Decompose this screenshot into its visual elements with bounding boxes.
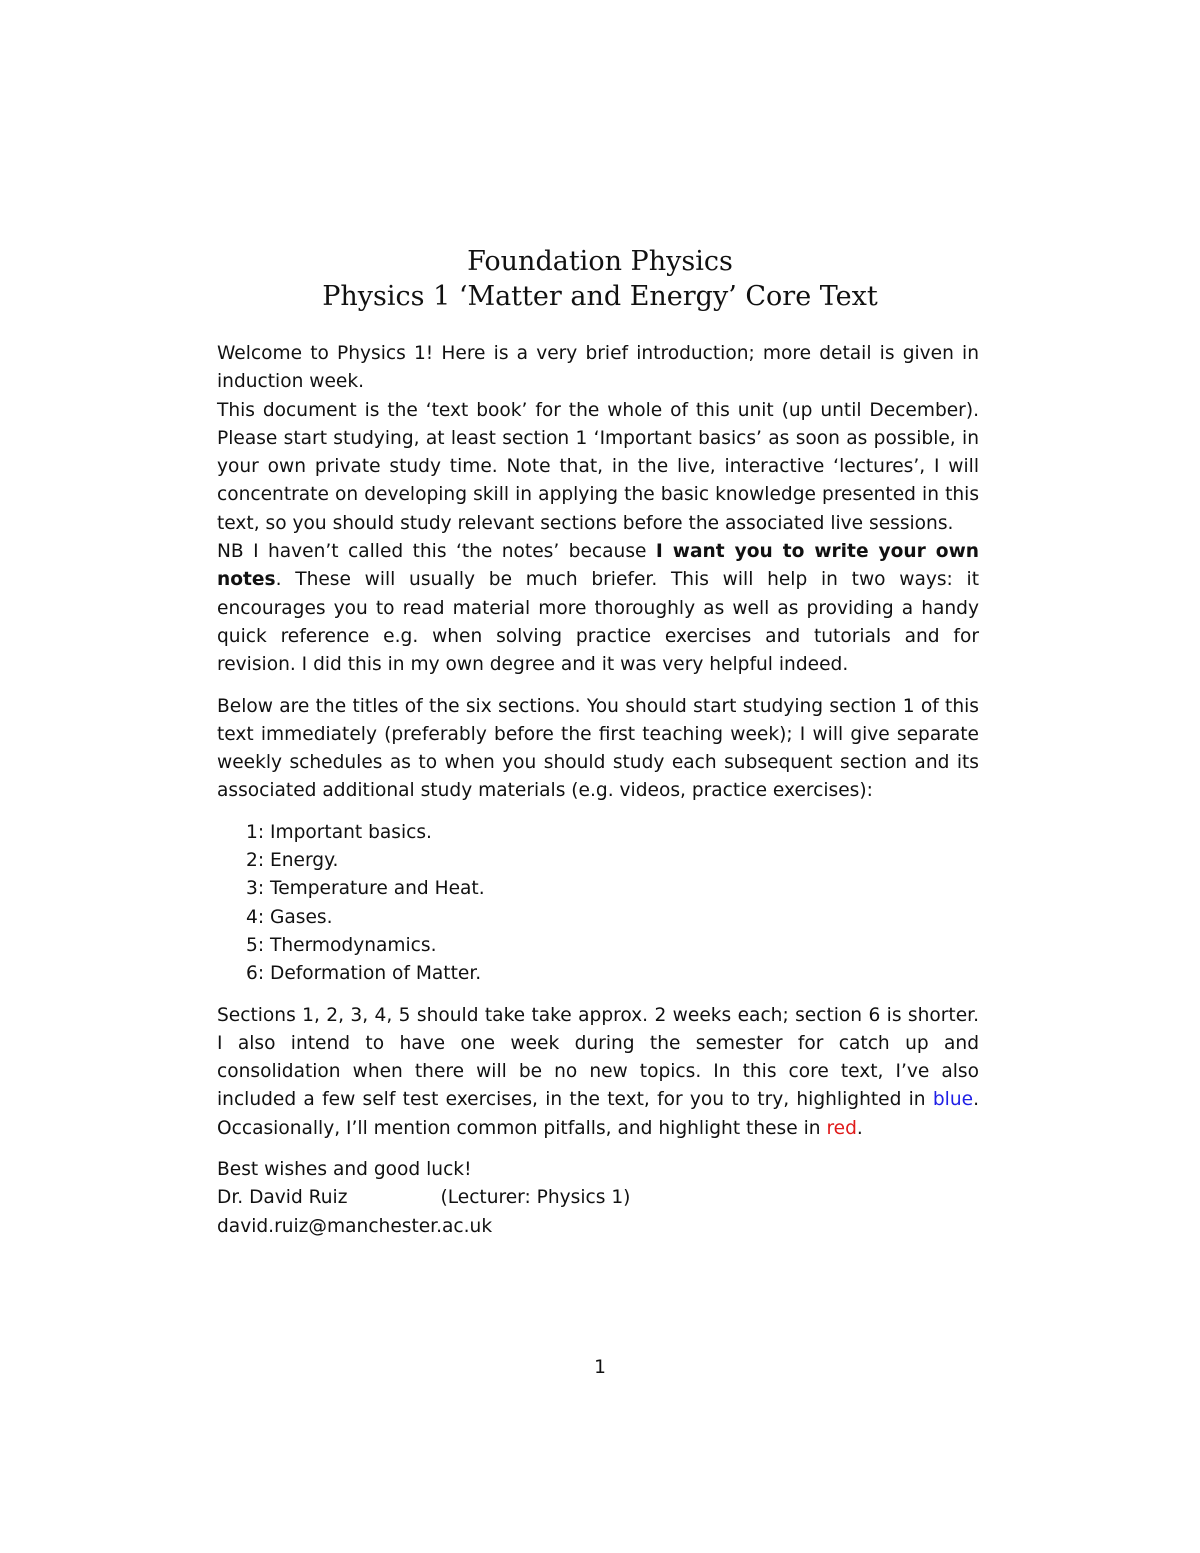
- closing-start: Sections 1, 2, 3, 4, 5 should take take approx. 2 weeks each; section 6 is shorter. I also intend to have one week during the semester for catch up and consolidation when there will be no new topics. In this core text, I’ve also included a few self test exercises, in the text, for you to try, highlighted in: [217, 1004, 979, 1111]
- signature-line: [217, 1184, 979, 1212]
- intro-p3-emphasis: I want you to write your own notes: [217, 541, 980, 591]
- section-item: 5: Thermodynamics.: [246, 934, 437, 956]
- document-subtitle: Physics 1 ‘Matter and Energy’ Core Text: [322, 281, 878, 312]
- section-item: 2: Energy.: [246, 850, 339, 872]
- red-highlight-word: red: [826, 1117, 857, 1139]
- best-wishes: Best wishes and good luck!: [217, 1159, 472, 1181]
- section-item: 3: Temperature and Heat.: [246, 878, 485, 900]
- section-item: 6: Deformation of Matter.: [246, 963, 482, 985]
- closing-paragraph: [217, 1002, 979, 1143]
- intro-p3-start: NB I haven’t called this ‘the notes’ because: [217, 541, 656, 563]
- section-item: 1: Important basics.: [246, 821, 432, 843]
- page-number: 1: [594, 1357, 606, 1378]
- blue-highlight-word: blue: [932, 1089, 974, 1111]
- sections-intro-paragraph: Below are the titles of the six sections. You should start studying section 1 of this text immediately (preferably before the first teaching week); I will give separate weekly schedules as to when you should study each subsequent section and its associated additional study materials (e.g. videos, practice exercises):: [217, 695, 979, 802]
- intro-p3-end: . These will usually be much briefer. This will help in two ways: it encourages you to read material more thoroughly as well as providing a handy quick reference e.g. when solving practice exercises and tutorials and for revision. I did this in my own degree and it was very helpful indeed.: [217, 569, 979, 676]
- intro-paragraph-1: Welcome to Physics 1! Here is a very brief introduction; more detail is given in induction week.: [217, 343, 979, 393]
- author-email: david.ruiz@manchester.ac.uk: [217, 1215, 493, 1237]
- section-list: [217, 819, 979, 989]
- author-name: Dr. David Ruiz: [217, 1187, 348, 1209]
- closing-end: .: [856, 1117, 863, 1139]
- document-title: Foundation Physics: [467, 246, 733, 277]
- intro-paragraph-3: [217, 538, 979, 679]
- section-item: 4: Gases.: [246, 906, 333, 928]
- closing-middle: . Occasionally, I’ll mention common pitfalls, and highlight these in: [217, 1089, 979, 1139]
- author-role: (Lecturer: Physics 1): [440, 1187, 631, 1209]
- document-body: [217, 340, 979, 1241]
- intro-paragraph-2: This document is the ‘text book’ for the whole of this unit (up until December). Please start studying, at least section 1 ‘Important basics’ as soon as possible, in your own private study time. Note that, in the live, interactive ‘lectures’, I will concentrate on developing skill in applying the basic knowledge presented in this text, so you should study relevant sections before the associated live sessions.: [217, 399, 979, 534]
- document-header: [0, 244, 1200, 314]
